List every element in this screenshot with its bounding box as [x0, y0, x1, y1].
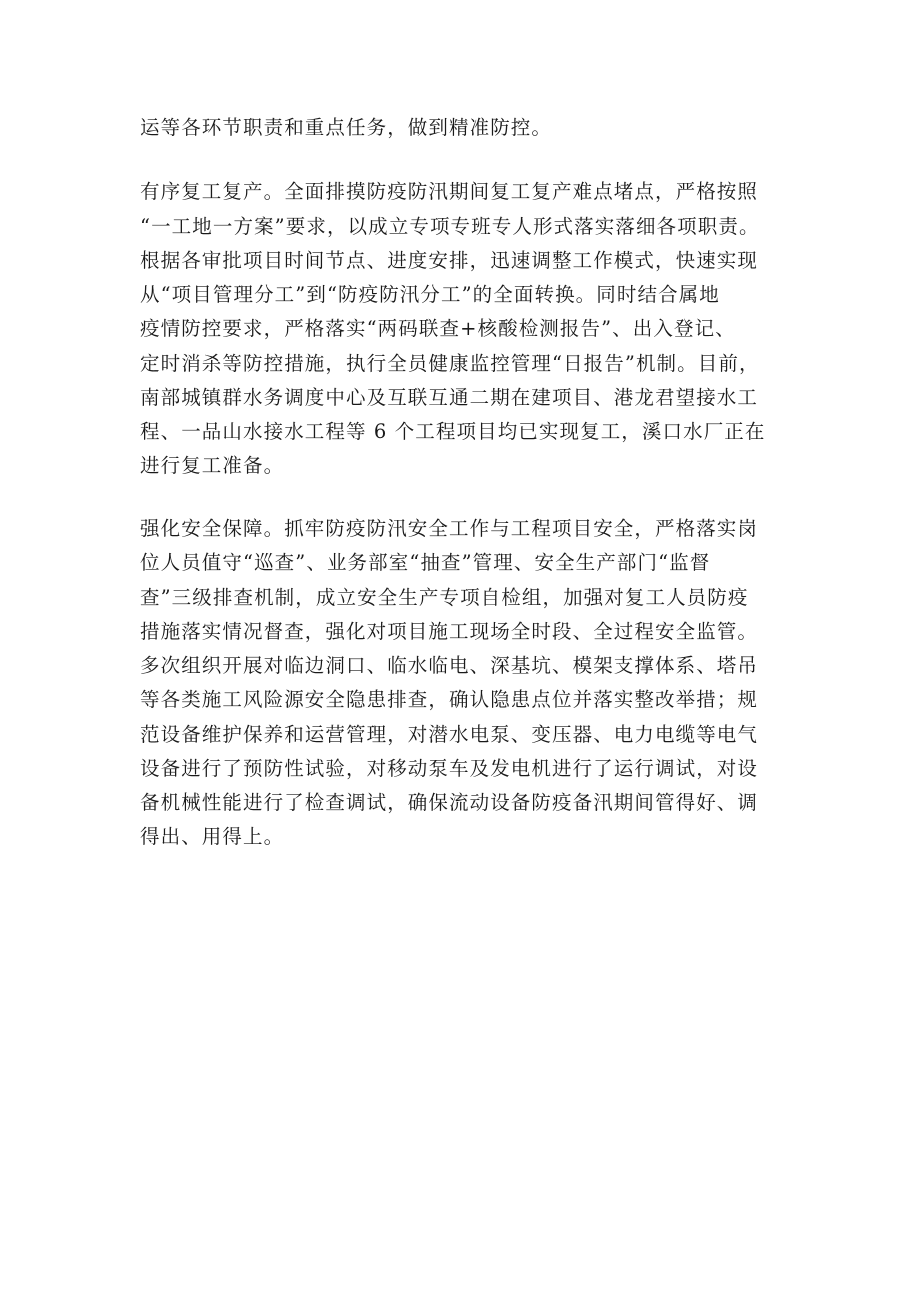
text-line: 等各类施工风险源安全隐患排查，确认隐患点位并落实整改举措；规	[140, 688, 759, 711]
text-line: 根据各审批项目时间节点、进度安排，迅速调整工作模式，快速实现	[140, 249, 759, 272]
text-line: 疫情防控要求，严格落实“两码联查+核酸检测报告”、出入登记、	[140, 317, 736, 340]
text-line: 查”三级排查机制，成立安全生产专项自检组，加强对复工人员防疫	[140, 586, 749, 609]
text-line: 多次组织开展对临边洞口、临水临电、深基坑、模架支撑体系、塔吊	[140, 654, 759, 677]
text-line: 从“项目管理分工”到“防疫防汛分工”的全面转换。同时结合属地	[140, 283, 720, 306]
text-line: 定时消杀等防控措施，执行全员健康监控管理“日报告”机制。目前，	[140, 352, 760, 375]
text-line: 有序复工复产。全面排摸防疫防汛期间复工复产难点堵点，严格按照	[140, 180, 759, 203]
text-line: 设备进行了预防性试验，对移动泵车及发电机进行了运行调试，对设	[140, 757, 759, 780]
text-line: 位人员值守“巡查”、业务部室“抽查”管理、安全生产部门“监督	[140, 551, 711, 574]
text-line: 程、一品山水接水工程等 6 个工程项目均已实现复工，溪口水厂正在	[140, 420, 766, 443]
text-line: 进行复工准备。	[140, 454, 285, 477]
text-line: 得出、用得上。	[140, 825, 285, 848]
text-line: 运等各环节职责和重点任务，做到精准防控。	[140, 116, 553, 139]
text-line: “一工地一方案”要求，以成立专项专班专人形式落实落细各项职责。	[140, 215, 760, 238]
text-line: 强化安全保障。抓牢防疫防汛安全工作与工程项目安全，严格落实岗	[140, 517, 759, 540]
text-line: 备机械性能进行了检查调试，确保流动设备防疫备汛期间管得好、调	[140, 791, 759, 814]
text-line: 措施落实情况督查，强化对项目施工现场全时段、全过程安全监管。	[140, 620, 759, 643]
text-line: 范设备维护保养和运营管理，对潜水电泵、变压器、电力电缆等电气	[140, 723, 759, 746]
text-line: 南部城镇群水务调度中心及互联互通二期在建项目、港龙君望接水工	[140, 386, 759, 409]
